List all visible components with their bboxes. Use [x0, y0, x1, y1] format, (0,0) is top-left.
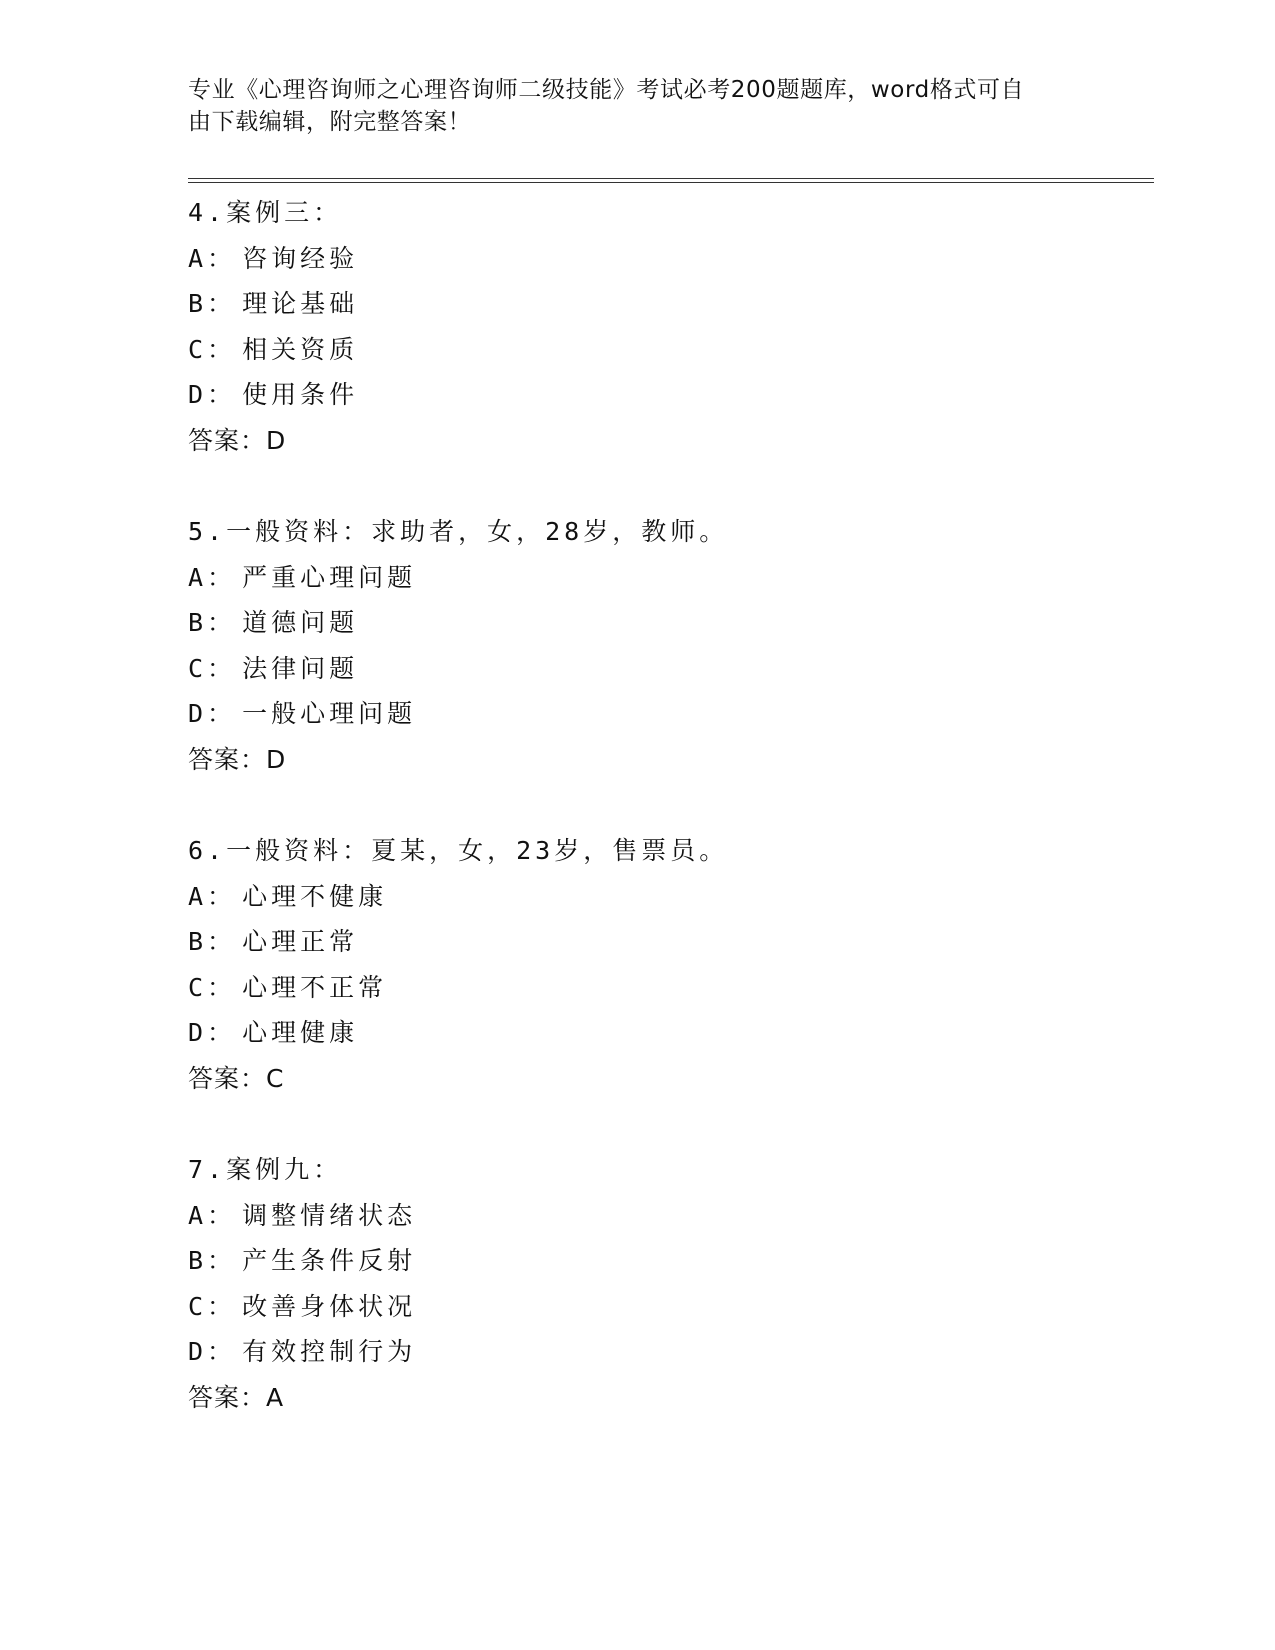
answer-line: 答案：A [188, 1382, 285, 1412]
question-item [188, 190, 1148, 463]
option-letter: C： [188, 334, 237, 364]
option-letter: C： [188, 1291, 237, 1321]
option-text: 相关资质 [242, 334, 359, 364]
option-letter: A： [188, 243, 237, 273]
option-b [188, 1238, 1148, 1284]
option-text: 道德问题 [242, 608, 359, 637]
option-c [188, 965, 1148, 1011]
option-c [188, 1284, 1148, 1330]
option-letter: A： [188, 881, 237, 911]
option-text: 产生条件反射 [242, 1246, 417, 1275]
option-d [188, 1329, 1148, 1375]
option-d [188, 372, 1148, 418]
question-item [188, 828, 1148, 1101]
option-letter: D： [188, 699, 237, 728]
answer-line: 答案：D [188, 425, 287, 455]
option-letter: B： [188, 1246, 237, 1275]
option-text: 心理不健康 [242, 881, 388, 911]
header-line-1: 专业《心理咨询师之心理咨询师二级技能》考试必考200题题库，word格式可自 [188, 77, 1025, 103]
header-line-2: 由下载编辑，附完整答案！ [188, 109, 472, 135]
option-text: 法律问题 [242, 653, 359, 683]
option-letter: B： [188, 608, 237, 637]
question-list [188, 190, 1148, 1466]
option-a [188, 1193, 1148, 1239]
option-text: 咨询经验 [242, 243, 359, 273]
option-text: 严重心理问题 [242, 562, 417, 592]
question-title: 6.一般资料：夏某，女，23岁，售票员。 [188, 836, 729, 865]
header-divider-top [188, 178, 1154, 179]
option-text: 心理健康 [242, 1018, 359, 1047]
option-text: 改善身体状况 [242, 1291, 417, 1321]
question-title: 7.案例九： [188, 1155, 343, 1184]
header-divider-bottom [188, 182, 1154, 183]
question-item [188, 1147, 1148, 1420]
document-header [188, 74, 1068, 138]
option-d [188, 1010, 1148, 1056]
option-c [188, 646, 1148, 692]
option-b [188, 919, 1148, 965]
option-a [188, 874, 1148, 920]
option-letter: B： [188, 927, 237, 956]
option-text: 心理正常 [242, 927, 359, 956]
option-text: 使用条件 [242, 380, 359, 409]
option-text: 心理不正常 [242, 972, 388, 1002]
option-letter: D： [188, 380, 237, 409]
option-text: 理论基础 [242, 289, 359, 318]
option-letter: D： [188, 1337, 237, 1366]
option-d [188, 691, 1148, 737]
option-letter: D： [188, 1018, 237, 1047]
option-letter: B： [188, 289, 237, 318]
answer-line: 答案：D [188, 744, 287, 774]
option-c [188, 327, 1148, 373]
option-letter: C： [188, 972, 237, 1002]
option-text: 调整情绪状态 [242, 1200, 417, 1230]
option-letter: C： [188, 653, 237, 683]
option-letter: A： [188, 562, 237, 592]
option-a [188, 555, 1148, 601]
question-title: 4.案例三： [188, 198, 343, 227]
option-letter: A： [188, 1200, 237, 1230]
option-b [188, 600, 1148, 646]
question-item [188, 509, 1148, 782]
answer-line: 答案：C [188, 1063, 285, 1093]
option-text: 一般心理问题 [242, 699, 417, 728]
question-title: 5.一般资料：求助者，女，28岁，教师。 [188, 517, 729, 546]
option-a [188, 236, 1148, 282]
option-text: 有效控制行为 [242, 1337, 417, 1366]
option-b [188, 281, 1148, 327]
